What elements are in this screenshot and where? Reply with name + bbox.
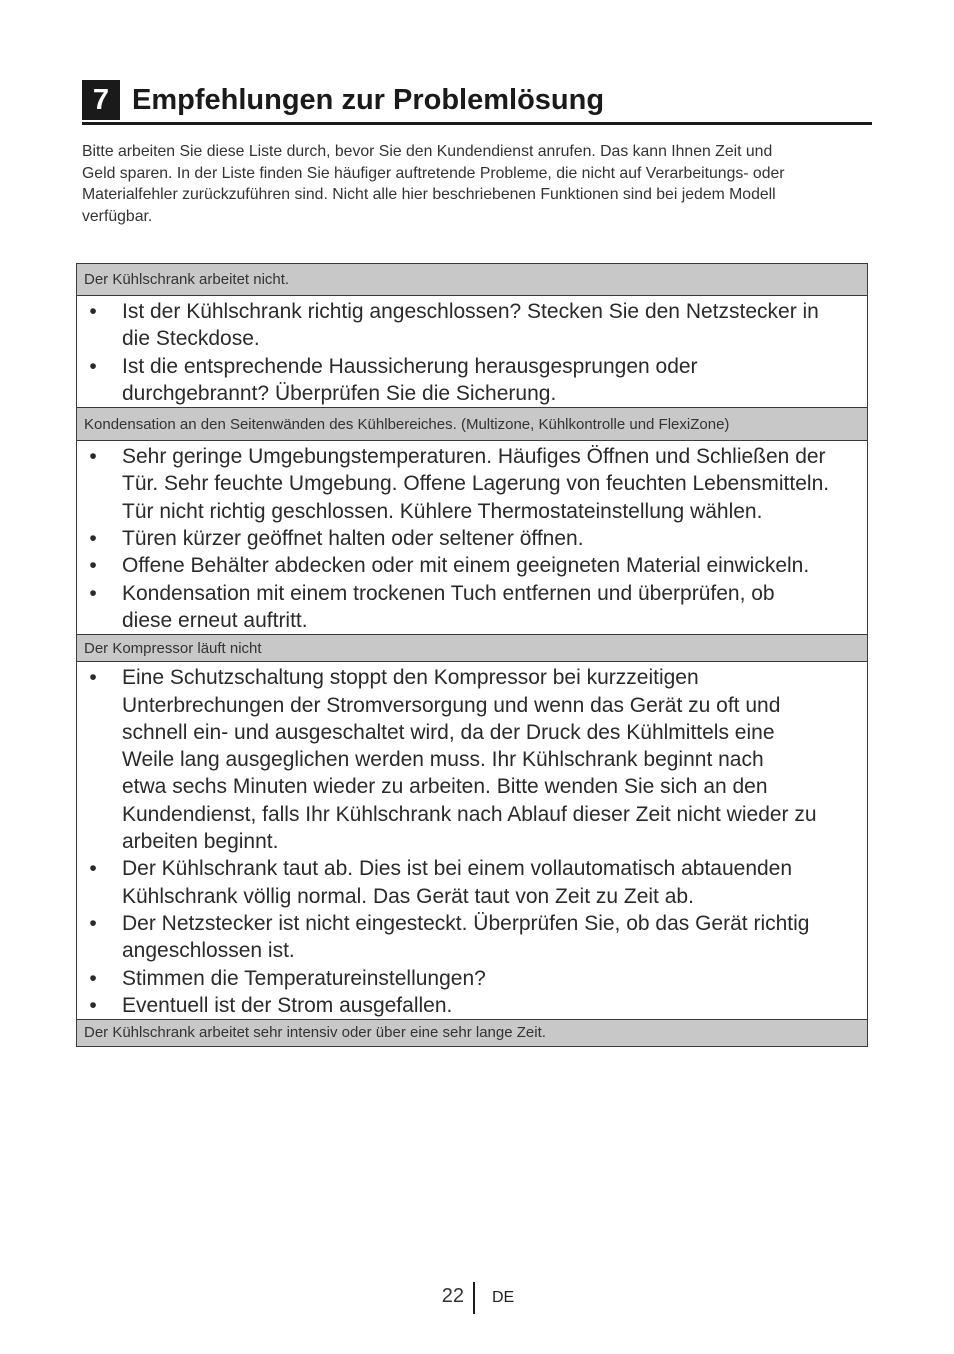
solution-line: Türen kürzer geöffnet halten oder seltener öffnen. xyxy=(122,527,584,551)
intro-line: Materialfehler zurückzuführen sind. Nicht alle hier beschriebenen Funktionen sind bei jedem Modell xyxy=(82,186,776,203)
solution-item xyxy=(77,992,867,1019)
bullet-icon: • xyxy=(89,993,97,1017)
solution-line: Der Netzstecker ist nicht eingesteckt. Überprüfen Sie, ob das Gerät richtig xyxy=(122,911,810,935)
bullet-icon: • xyxy=(89,911,97,935)
solution-line: Kondensation mit einem trockenen Tuch entfernen und überprüfen, ob xyxy=(122,581,775,605)
solution-line: diese erneut auftritt. xyxy=(122,608,308,632)
bullet-icon: • xyxy=(89,966,97,990)
solution-item xyxy=(77,965,867,992)
solution-line: arbeiten beginnt. xyxy=(122,830,279,854)
bullet-icon: • xyxy=(89,354,97,378)
solution-item xyxy=(77,298,867,353)
solution-line: Stimmen die Temperatureinstellungen? xyxy=(122,966,486,990)
solution-line: schnell ein- und ausgeschaltet wird, da der Druck des Kühlmittels eine xyxy=(122,720,775,744)
solution-line: Kühlschrank völlig normal. Das Gerät taut von Zeit zu Zeit ab. xyxy=(122,884,694,908)
page-number: 22 xyxy=(441,1285,464,1307)
chapter-number: 7 xyxy=(82,80,120,120)
chapter-title: Empfehlungen zur Problemlösung xyxy=(132,84,605,116)
solution-item xyxy=(77,855,867,910)
footer-divider xyxy=(473,1282,475,1314)
problem-header: Kondensation an den Seitenwänden des Kühlbereiches. (Multizone, Kühlkontrolle und FlexiZone) xyxy=(77,408,867,441)
solution-line: Sehr geringe Umgebungstemperaturen. Häufiges Öffnen und Schließen der xyxy=(122,445,826,469)
solution-line: Ist die entsprechende Haussicherung herausgesprungen oder xyxy=(122,354,698,378)
bullet-icon: • xyxy=(89,666,97,690)
solution-list xyxy=(77,662,867,1020)
solution-line: durchgebrannt? Überprüfen Sie die Sicherung. xyxy=(122,381,557,405)
solution-item xyxy=(77,580,867,635)
troubleshooting-table xyxy=(76,263,868,1047)
solution-list xyxy=(77,296,867,408)
intro-line: Geld sparen. In der Liste finden Sie häufiger auftretende Probleme, die nicht auf Verarbeitungs- oder xyxy=(82,164,785,182)
intro-line: Bitte arbeiten Sie diese Liste durch, bevor Sie den Kundendienst anrufen. Das kann Ihnen Zeit und xyxy=(82,143,773,160)
problem-header: Der Kompressor läuft nicht xyxy=(77,635,867,662)
solution-item xyxy=(77,664,867,855)
problem-header: Der Kühlschrank arbeitet sehr intensiv oder über eine sehr lange Zeit. xyxy=(77,1020,867,1046)
solution-line: angeschlossen ist. xyxy=(122,939,295,963)
solution-list xyxy=(77,441,867,635)
solution-line: Weile lang ausgeglichen werden muss. Ihr Kühlschrank beginnt nach xyxy=(122,748,764,772)
solution-line: Tür. Sehr feuchte Umgebung. Offene Lagerung von feuchten Lebensmitteln. xyxy=(122,472,830,496)
solution-item xyxy=(77,525,867,552)
solution-line: Tür nicht richtig geschlossen. Kühlere Thermostateinstellung wählen. xyxy=(122,499,763,523)
problem-header: Der Kühlschrank arbeitet nicht. xyxy=(77,264,867,296)
solution-line: etwa sechs Minuten wieder zu arbeiten. Bitte wenden Sie sich an den xyxy=(122,775,768,799)
chapter-heading xyxy=(82,78,872,125)
solution-line: die Steckdose. xyxy=(122,327,260,351)
bullet-icon: • xyxy=(89,554,97,578)
solution-line: Eventuell ist der Strom ausgefallen. xyxy=(122,993,453,1017)
bullet-icon: • xyxy=(89,445,97,469)
bullet-icon: • xyxy=(89,581,97,605)
intro-line: verfügbar. xyxy=(82,207,153,225)
solution-item xyxy=(77,910,867,965)
bullet-icon: • xyxy=(89,857,97,881)
solution-line: Ist der Kühlschrank richtig angeschlossen? Stecken Sie den Netzstecker in xyxy=(122,300,819,323)
bullet-icon: • xyxy=(89,300,97,323)
solution-line: Unterbrechungen der Stromversorgung und wenn das Gerät zu oft und xyxy=(122,693,781,717)
solution-line: Der Kühlschrank taut ab. Dies ist bei einem vollautomatisch abtauenden xyxy=(122,857,793,881)
language-code: DE xyxy=(492,1289,515,1306)
bullet-icon: • xyxy=(89,527,97,551)
solution-item xyxy=(77,353,867,408)
solution-item xyxy=(77,552,867,579)
solution-line: Offene Behälter abdecken oder mit einem geeigneten Material einwickeln. xyxy=(122,554,810,578)
solution-line: Kundendienst, falls Ihr Kühlschrank nach Ablauf dieser Zeit nicht wieder zu xyxy=(122,802,817,826)
solution-line: Eine Schutzschaltung stoppt den Kompressor bei kurzzeitigen xyxy=(122,666,699,690)
solution-item xyxy=(77,443,867,525)
intro-paragraph xyxy=(82,141,872,227)
